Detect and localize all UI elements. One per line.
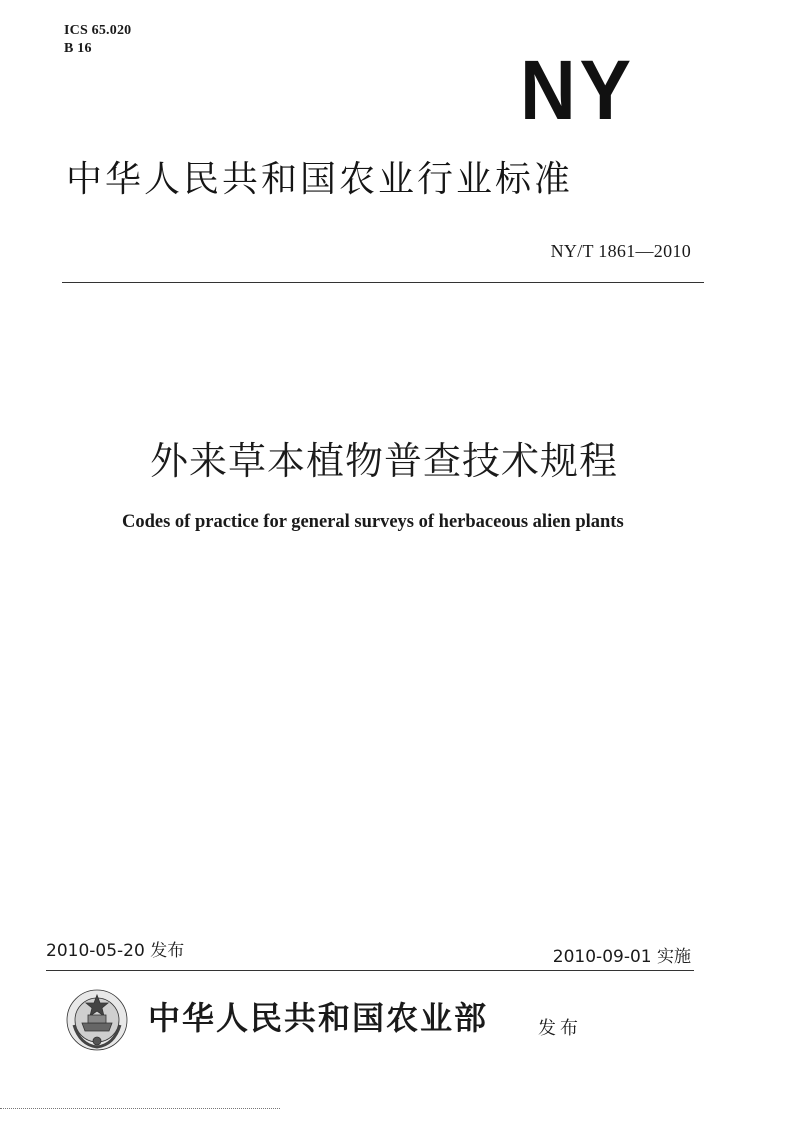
ny-logo: NY — [520, 43, 635, 137]
ics-block — [64, 22, 131, 58]
document-title-chinese: 外来草本植物普查技术规程 — [150, 439, 619, 483]
standard-number: NY/T 1861—2010 — [550, 241, 691, 261]
ics-code: ICS 65.020 — [64, 23, 132, 38]
national-emblem-icon — [62, 985, 132, 1055]
implementation-date: 2010-09-01 实施 — [552, 947, 691, 967]
header-divider — [62, 282, 704, 283]
publisher-name: 中华人民共和国农业部 — [148, 999, 489, 1037]
standard-category-title: 中华人民共和国农业行业标准 — [66, 159, 574, 200]
bottom-dotted-line — [0, 1108, 280, 1109]
classification-code: B 16 — [64, 41, 92, 56]
publish-label: 发布 — [538, 1018, 582, 1039]
footer-divider — [46, 970, 694, 971]
document-title-english: Codes of practice for general surveys of herbaceous alien plants — [122, 512, 624, 532]
publication-date: 2010-05-20 发布 — [46, 941, 185, 961]
